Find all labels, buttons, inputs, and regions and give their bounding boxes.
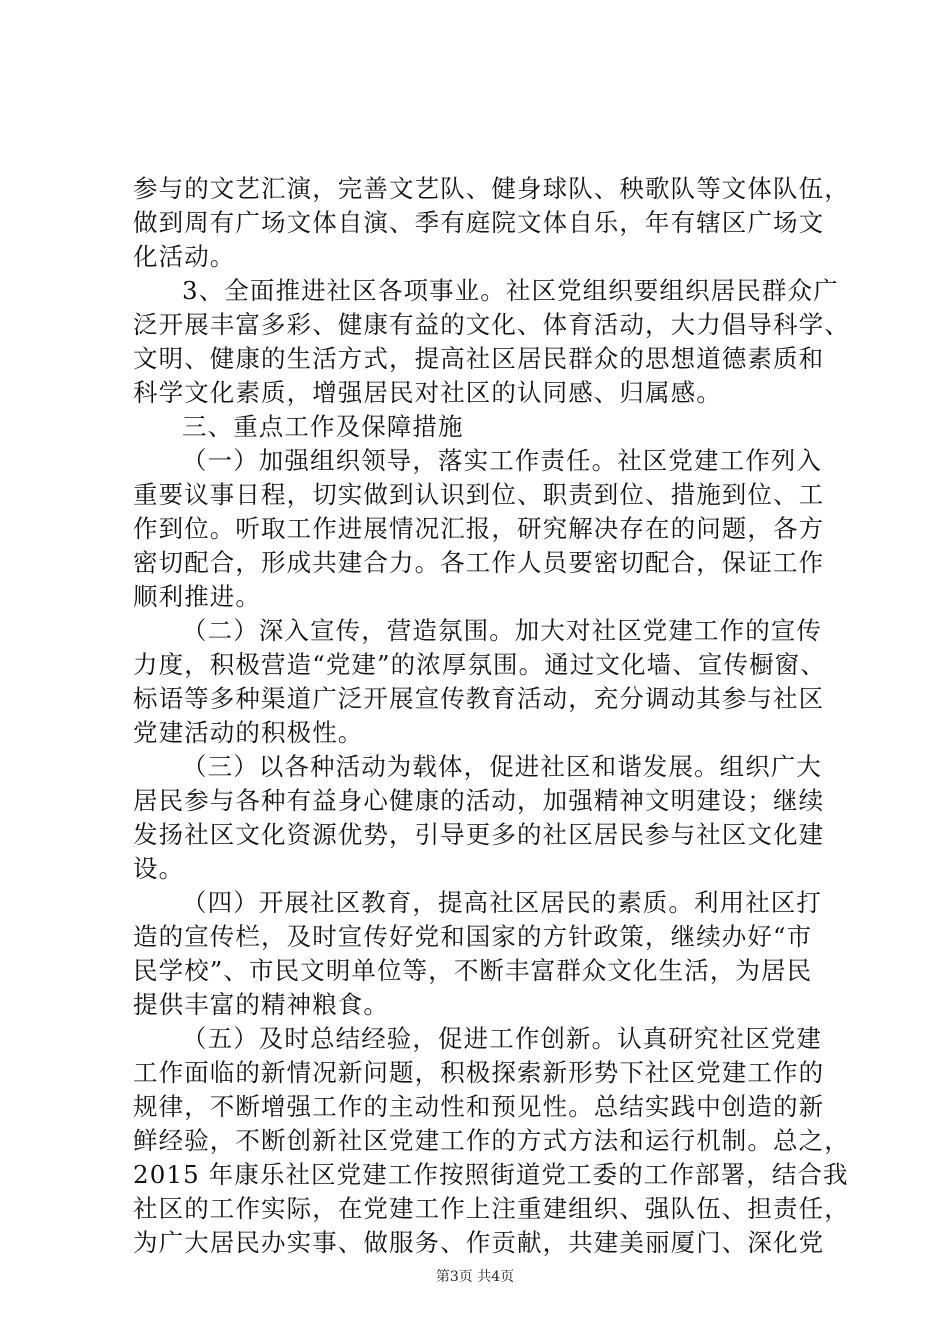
text-line: 3、全面推进社区各项事业。社区党组织要组织居民群众广	[182, 276, 839, 305]
page-number-footer: 第3页 共4页	[435, 1269, 515, 1285]
text-line: 发扬社区文化资源优势，引导更多的社区居民参与社区文化建	[133, 820, 825, 849]
text-line: 化活动。	[133, 242, 236, 271]
text-line: 工作面临的新情况新问题，积极探索新形势下社区党建工作的	[133, 1058, 825, 1087]
text-line: 民学校”、市民文明单位等，不断丰富群众文化生活，为居民	[133, 956, 813, 985]
text-line: 设。	[133, 854, 185, 883]
text-line: 科学文化素质，增强居民对社区的认同感、归属感。	[133, 378, 722, 407]
text-line: 为广大居民办实事、做服务、作贡献，共建美丽厦门、深化党	[133, 1228, 825, 1257]
text-line: 造的宣传栏，及时宣传好党和国家的方针政策，继续办好“市	[133, 922, 813, 951]
text-line: 参与的文艺汇演，完善文艺队、健身球队、秧歌队等文体队伍，	[133, 174, 850, 203]
text-line: 居民参与各种有益身心健康的活动，加强精神文明建设；继续	[133, 786, 825, 815]
text-line: （五）及时总结经验，促进工作创新。认真研究社区党建	[182, 1024, 822, 1053]
text-line: 重要议事日程，切实做到认识到位、职责到位、措施到位、工	[133, 480, 825, 509]
text-line: 2015 年康乐社区党建工作按照街道党工委的工作部署，结合我	[133, 1160, 849, 1189]
text-line: 密切配合，形成共建合力。各工作人员要密切配合，保证工作	[133, 548, 825, 577]
text-line: 社区的工作实际，在党建工作上注重建组织、强队伍、担责任，	[133, 1194, 850, 1223]
text-line: 力度，积极营造“党建”的浓厚氛围。通过文化墙、宣传橱窗、	[133, 650, 826, 679]
section-heading: 三、重点工作及保障措施	[182, 412, 464, 441]
text-line: 顺利推进。	[133, 582, 261, 611]
text-line: 标语等多种渠道广泛开展宣传教育活动，充分调动其参与社区	[133, 684, 825, 713]
text-line: 鲜经验，不断创新社区党建工作的方式方法和运行机制。总之，	[133, 1126, 850, 1155]
text-line: （一）加强组织领导，落实工作责任。社区党建工作列入	[182, 446, 822, 475]
text-line: 文明、健康的生活方式，提高社区居民群众的思想道德素质和	[133, 344, 825, 373]
text-line: （三）以各种活动为载体，促进社区和谐发展。组织广大	[182, 752, 822, 781]
text-line: 做到周有广场文体自演、季有庭院文体自乐，年有辖区广场文	[133, 208, 825, 237]
text-line: （二）深入宣传，营造氛围。加大对社区党建工作的宣传	[182, 616, 822, 645]
text-line: 党建活动的积极性。	[133, 718, 364, 747]
text-line: 泛开展丰富多彩、健康有益的文化、体育活动，大力倡导科学、	[133, 310, 850, 339]
text-line: 提供丰富的精神粮食。	[133, 990, 389, 1019]
text-line: 作到位。听取工作进展情况汇报，研究解决存在的问题，各方	[133, 514, 825, 543]
text-line: （四）开展社区教育，提高社区居民的素质。利用社区打	[182, 888, 822, 917]
text-line: 规律，不断增强工作的主动性和预见性。总结实践中创造的新	[133, 1092, 825, 1121]
